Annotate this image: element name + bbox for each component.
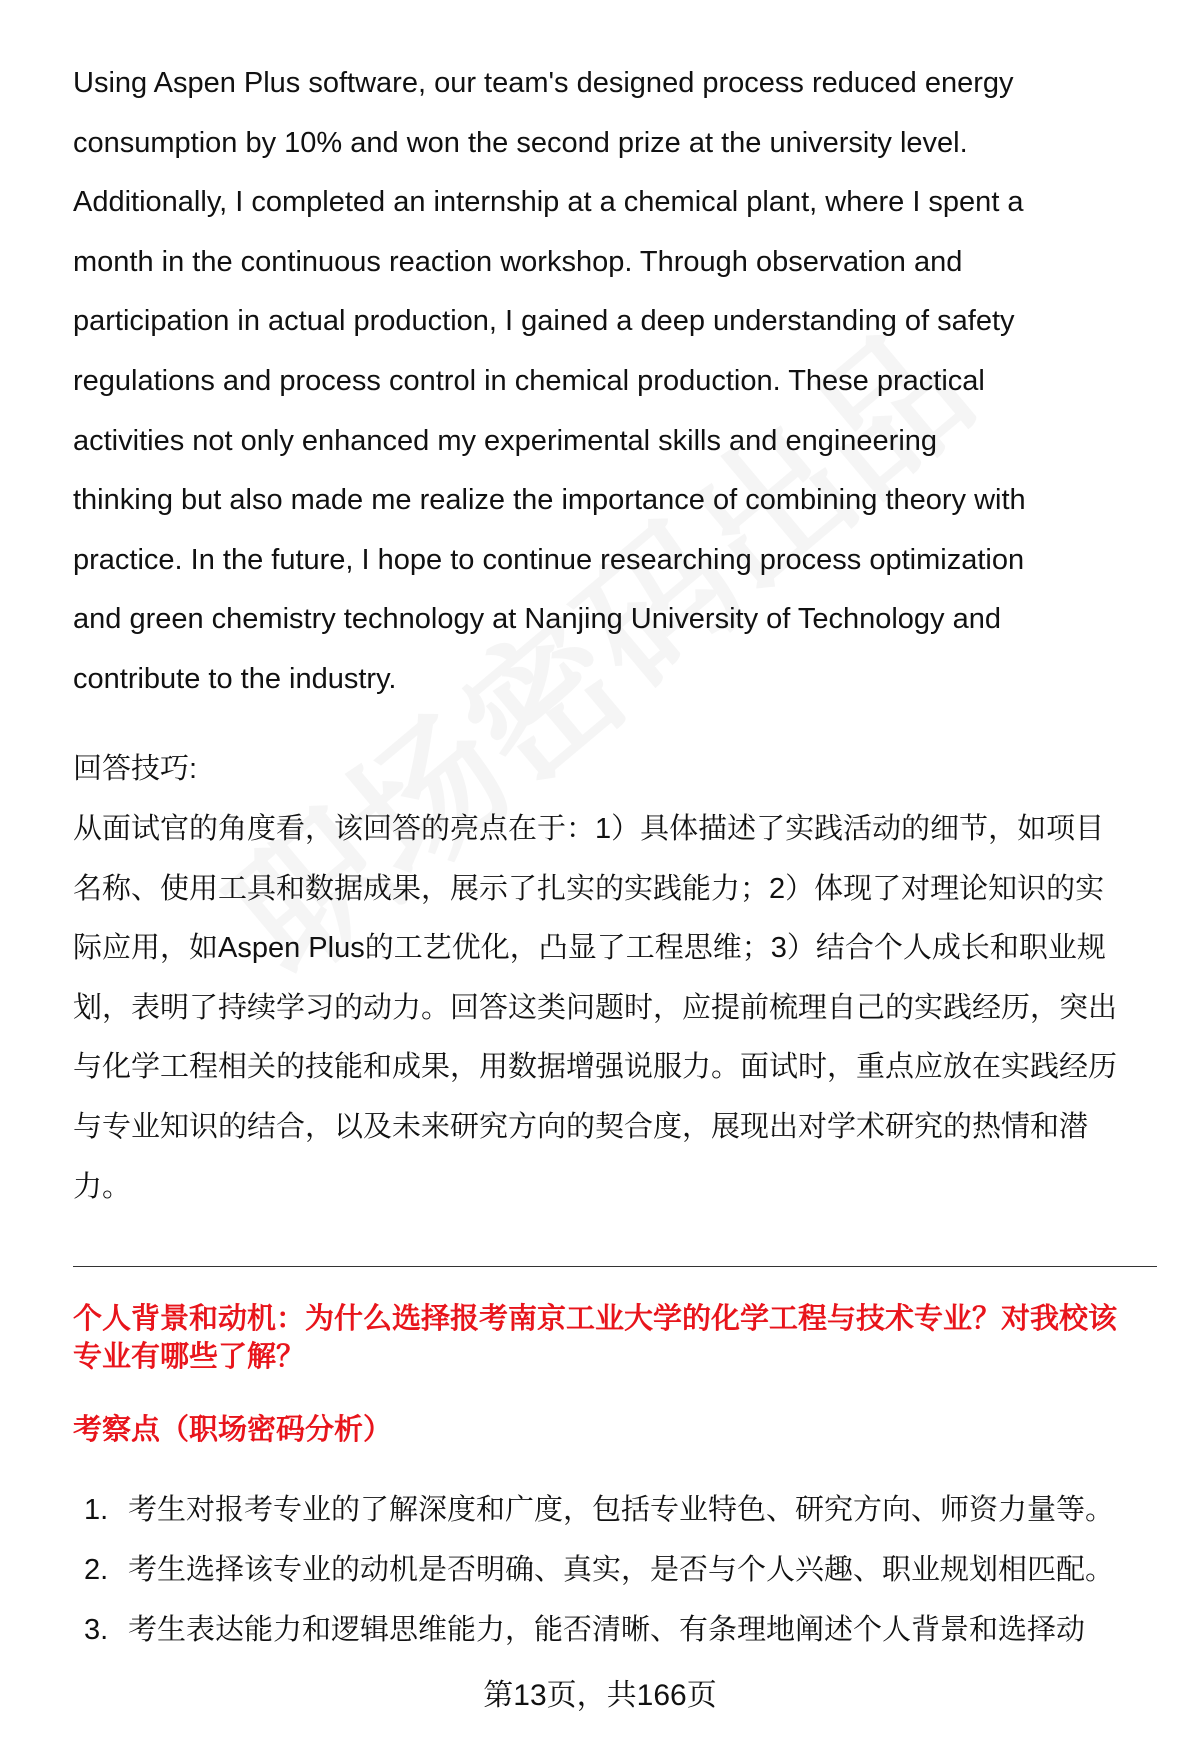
item-number: 2.: [84, 1554, 109, 1586]
section-divider: [73, 1266, 1157, 1267]
list-item: [84, 1480, 1114, 1540]
item-text: 考生表达能力和逻辑思维能力，能否清晰、有条理地阐述个人背景和选择动: [128, 1614, 1086, 1646]
text-line: 名称、使用工具和数据成果，展示了扎实的实践能力；2）体现了对理论知识的实: [73, 872, 1105, 905]
list-item: [84, 1540, 1114, 1600]
item-number: 1.: [84, 1494, 109, 1526]
text-line: consumption by 10% and won the second prize at the university level.: [73, 126, 968, 159]
question-heading: [73, 1300, 1163, 1376]
text-line: contribute to the industry.: [73, 662, 397, 695]
text-line: 与化学工程相关的技能和成果，用数据增强说服力。面试时，重点应放在实践经历: [73, 1051, 1118, 1084]
text-line: Additionally, I completed an internship at a chemical plant, where I spent a: [73, 186, 1024, 219]
text-line: 力。: [73, 1170, 132, 1203]
text-line: participation in actual production, I gained a deep understanding of safety: [73, 305, 1015, 338]
text-line: 划，表明了持续学习的动力。回答这类问题时，应提前梳理自己的实践经历，突出: [73, 991, 1118, 1024]
question-line: 个人背景和动机：为什么选择报考南京工业大学的化学工程与技术专业？对我校该: [73, 1303, 1118, 1335]
text-line: regulations and process control in chemical production. These practical: [73, 364, 985, 397]
tips-body: [73, 800, 1163, 1217]
page-number: 第13页，共166页: [483, 1679, 717, 1712]
item-text: 考生对报考专业的了解深度和广度，包括专业特色、研究方向、师资力量等。: [128, 1494, 1115, 1526]
text-line: month in the continuous reaction workshop. Through observation and: [73, 245, 963, 278]
text-line: 际应用，如Aspen Plus的工艺优化，凸显了工程思维；3）结合个人成长和职业规: [73, 932, 1106, 965]
text-line: activities not only enhanced my experimental skills and engineering: [73, 424, 938, 457]
text-line: thinking but also made me realize the importance of combining theory with: [73, 484, 1026, 517]
item-text: 考生选择该专业的动机是否明确、真实，是否与个人兴趣、职业规划相匹配。: [128, 1554, 1115, 1586]
text-line: and green chemistry technology at Nanjing University of Technology and: [73, 603, 1001, 636]
text-line: Using Aspen Plus software, our team's designed process reduced energy: [73, 67, 1014, 99]
question-line: 专业有哪些了解？: [73, 1341, 306, 1373]
item-number: 3.: [84, 1614, 109, 1646]
text-line: 与专业知识的结合，以及未来研究方向的契合度，展现出对学术研究的热情和潜: [73, 1110, 1089, 1143]
text-line: practice. In the future, I hope to continue researching process optimization: [73, 543, 1025, 576]
list-item: [84, 1600, 1085, 1660]
tips-label: 回答技巧:: [73, 753, 198, 785]
answer-english: [73, 54, 1163, 710]
text-line: 从面试官的角度看，该回答的亮点在于：1）具体描述了实践活动的细节，如项目: [73, 813, 1105, 845]
assessment-subheading: 考察点（职场密码分析）: [73, 1414, 393, 1446]
